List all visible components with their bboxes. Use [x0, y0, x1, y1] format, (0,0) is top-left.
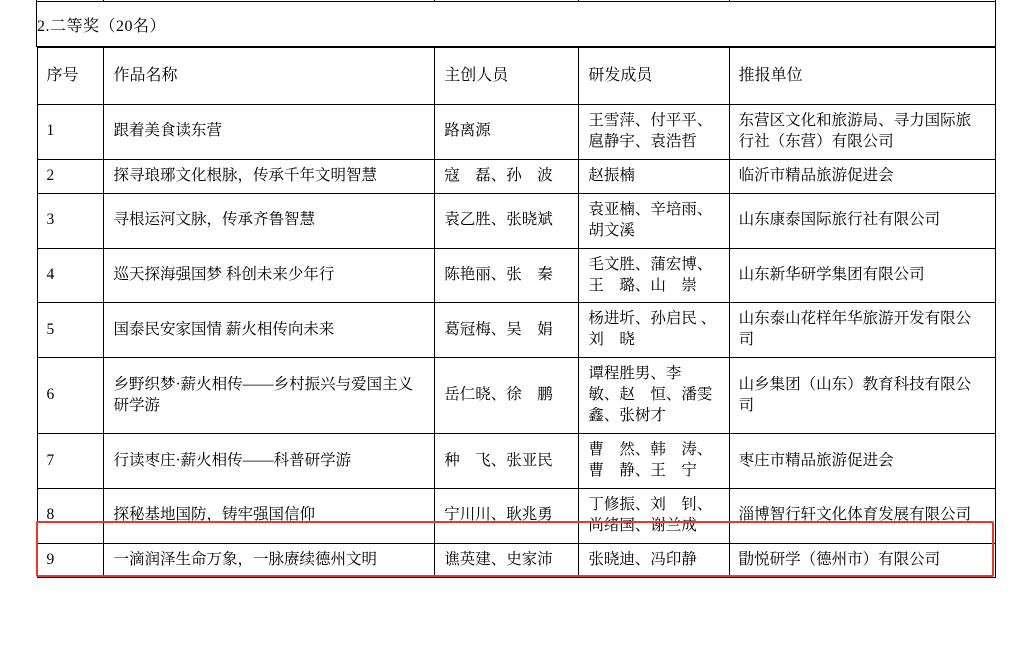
cell-title: 巡天探海强国梦 科创未来少年行 — [104, 248, 435, 303]
table-row — [37, 105, 995, 160]
cell-members: 张晓迪、冯印静 — [579, 543, 729, 577]
cell-title: 行读枣庄·薪火相传——科普研学游 — [104, 434, 435, 489]
cell-creator: 岳仁晓、徐 鹏 — [435, 358, 579, 434]
inner-table-holder-row — [37, 47, 996, 578]
cell-unit: 勖悦研学（德州市）有限公司 — [729, 543, 995, 577]
cell-unit: 山乡集团（山东）教育科技有限公司 — [729, 358, 995, 434]
column-header-unit: 推报单位 — [729, 48, 995, 105]
cell-no: 3 — [37, 193, 104, 248]
cell-members: 王雪萍、付平平、扈静宇、袁浩哲 — [579, 105, 729, 160]
table-row — [37, 303, 995, 358]
cell-unit: 山东康泰国际旅行社有限公司 — [729, 193, 995, 248]
column-header-no: 序号 — [37, 48, 104, 105]
cell-title: 跟着美食读东营 — [104, 105, 435, 160]
cell-unit: 山东新华研学集团有限公司 — [729, 248, 995, 303]
cell-title: 探秘基地国防，铸牢强国信仰 — [104, 488, 435, 543]
cell-no: 2 — [37, 159, 104, 193]
table-row — [37, 159, 995, 193]
cell-no: 7 — [37, 434, 104, 489]
cell-creator: 寇 磊、孙 波 — [435, 159, 579, 193]
table-row — [37, 358, 995, 434]
table-row — [37, 543, 995, 577]
cell-no: 9 — [37, 543, 104, 577]
cell-creator: 陈艳丽、张 秦 — [435, 248, 579, 303]
cell-title: 乡野织梦·薪火相传——乡村振兴与爱国主义研学游 — [104, 358, 435, 434]
cell-no: 8 — [37, 488, 104, 543]
cell-members: 曹 然、韩 涛、曹 静、王 宁 — [579, 434, 729, 489]
table-header-row — [37, 48, 995, 105]
cell-title: 探寻琅琊文化根脉，传承千年文明智慧 — [104, 159, 435, 193]
section-title: 2.二等奖（20名） — [37, 2, 996, 47]
table-row — [37, 193, 995, 248]
cell-members: 谭程胜男、李 敏、赵 恒、潘雯鑫、张树才 — [579, 358, 729, 434]
cell-creator: 谯英建、史家沛 — [435, 543, 579, 577]
cell-creator: 宁川川、耿兆勇 — [435, 488, 579, 543]
cell-title: 寻根运河文脉，传承齐鲁智慧 — [104, 193, 435, 248]
cell-members: 袁亚楠、辛培雨、胡文溪 — [579, 193, 729, 248]
section-title-row — [37, 2, 996, 47]
column-header-members: 研发成员 — [579, 48, 729, 105]
table-row — [37, 434, 995, 489]
cell-unit: 东营区文化和旅游局、寻力国际旅行社（东营）有限公司 — [729, 105, 995, 160]
cell-members: 毛文胜、蒲宏博、王 璐、山 崇 — [579, 248, 729, 303]
cell-creator: 袁乙胜、张晓斌 — [435, 193, 579, 248]
cell-unit: 淄博智行轩文化体育发展有限公司 — [729, 488, 995, 543]
column-header-creator: 主创人员 — [435, 48, 579, 105]
cell-no: 4 — [37, 248, 104, 303]
cell-title: 国泰民安家国情 薪火相传向未来 — [104, 303, 435, 358]
cell-no: 6 — [37, 358, 104, 434]
awards-inner-table — [37, 47, 996, 578]
cell-creator: 种 飞、张亚民 — [435, 434, 579, 489]
inner-table-holder — [37, 47, 996, 578]
cell-members: 杨进圻、孙启民 、刘 晓 — [579, 303, 729, 358]
cell-no: 5 — [37, 303, 104, 358]
cell-creator: 路离源 — [435, 105, 579, 160]
cell-creator: 葛冠梅、吴 娟 — [435, 303, 579, 358]
table-row — [37, 248, 995, 303]
cell-unit: 临沂市精品旅游促进会 — [729, 159, 995, 193]
cell-unit: 山东泰山花样年华旅游开发有限公司 — [729, 303, 995, 358]
table-row-highlighted — [37, 488, 995, 543]
cell-no: 1 — [37, 105, 104, 160]
cell-members: 丁修振、刘 钊、尚绪国、谢兰成 — [579, 488, 729, 543]
award-list-table — [36, 0, 996, 578]
column-header-title: 作品名称 — [104, 48, 435, 105]
cell-title: 一滴润泽生命万象，一脉赓续德州文明 — [104, 543, 435, 577]
cell-members: 赵振楠 — [579, 159, 729, 193]
cell-unit: 枣庄市精品旅游促进会 — [729, 434, 995, 489]
